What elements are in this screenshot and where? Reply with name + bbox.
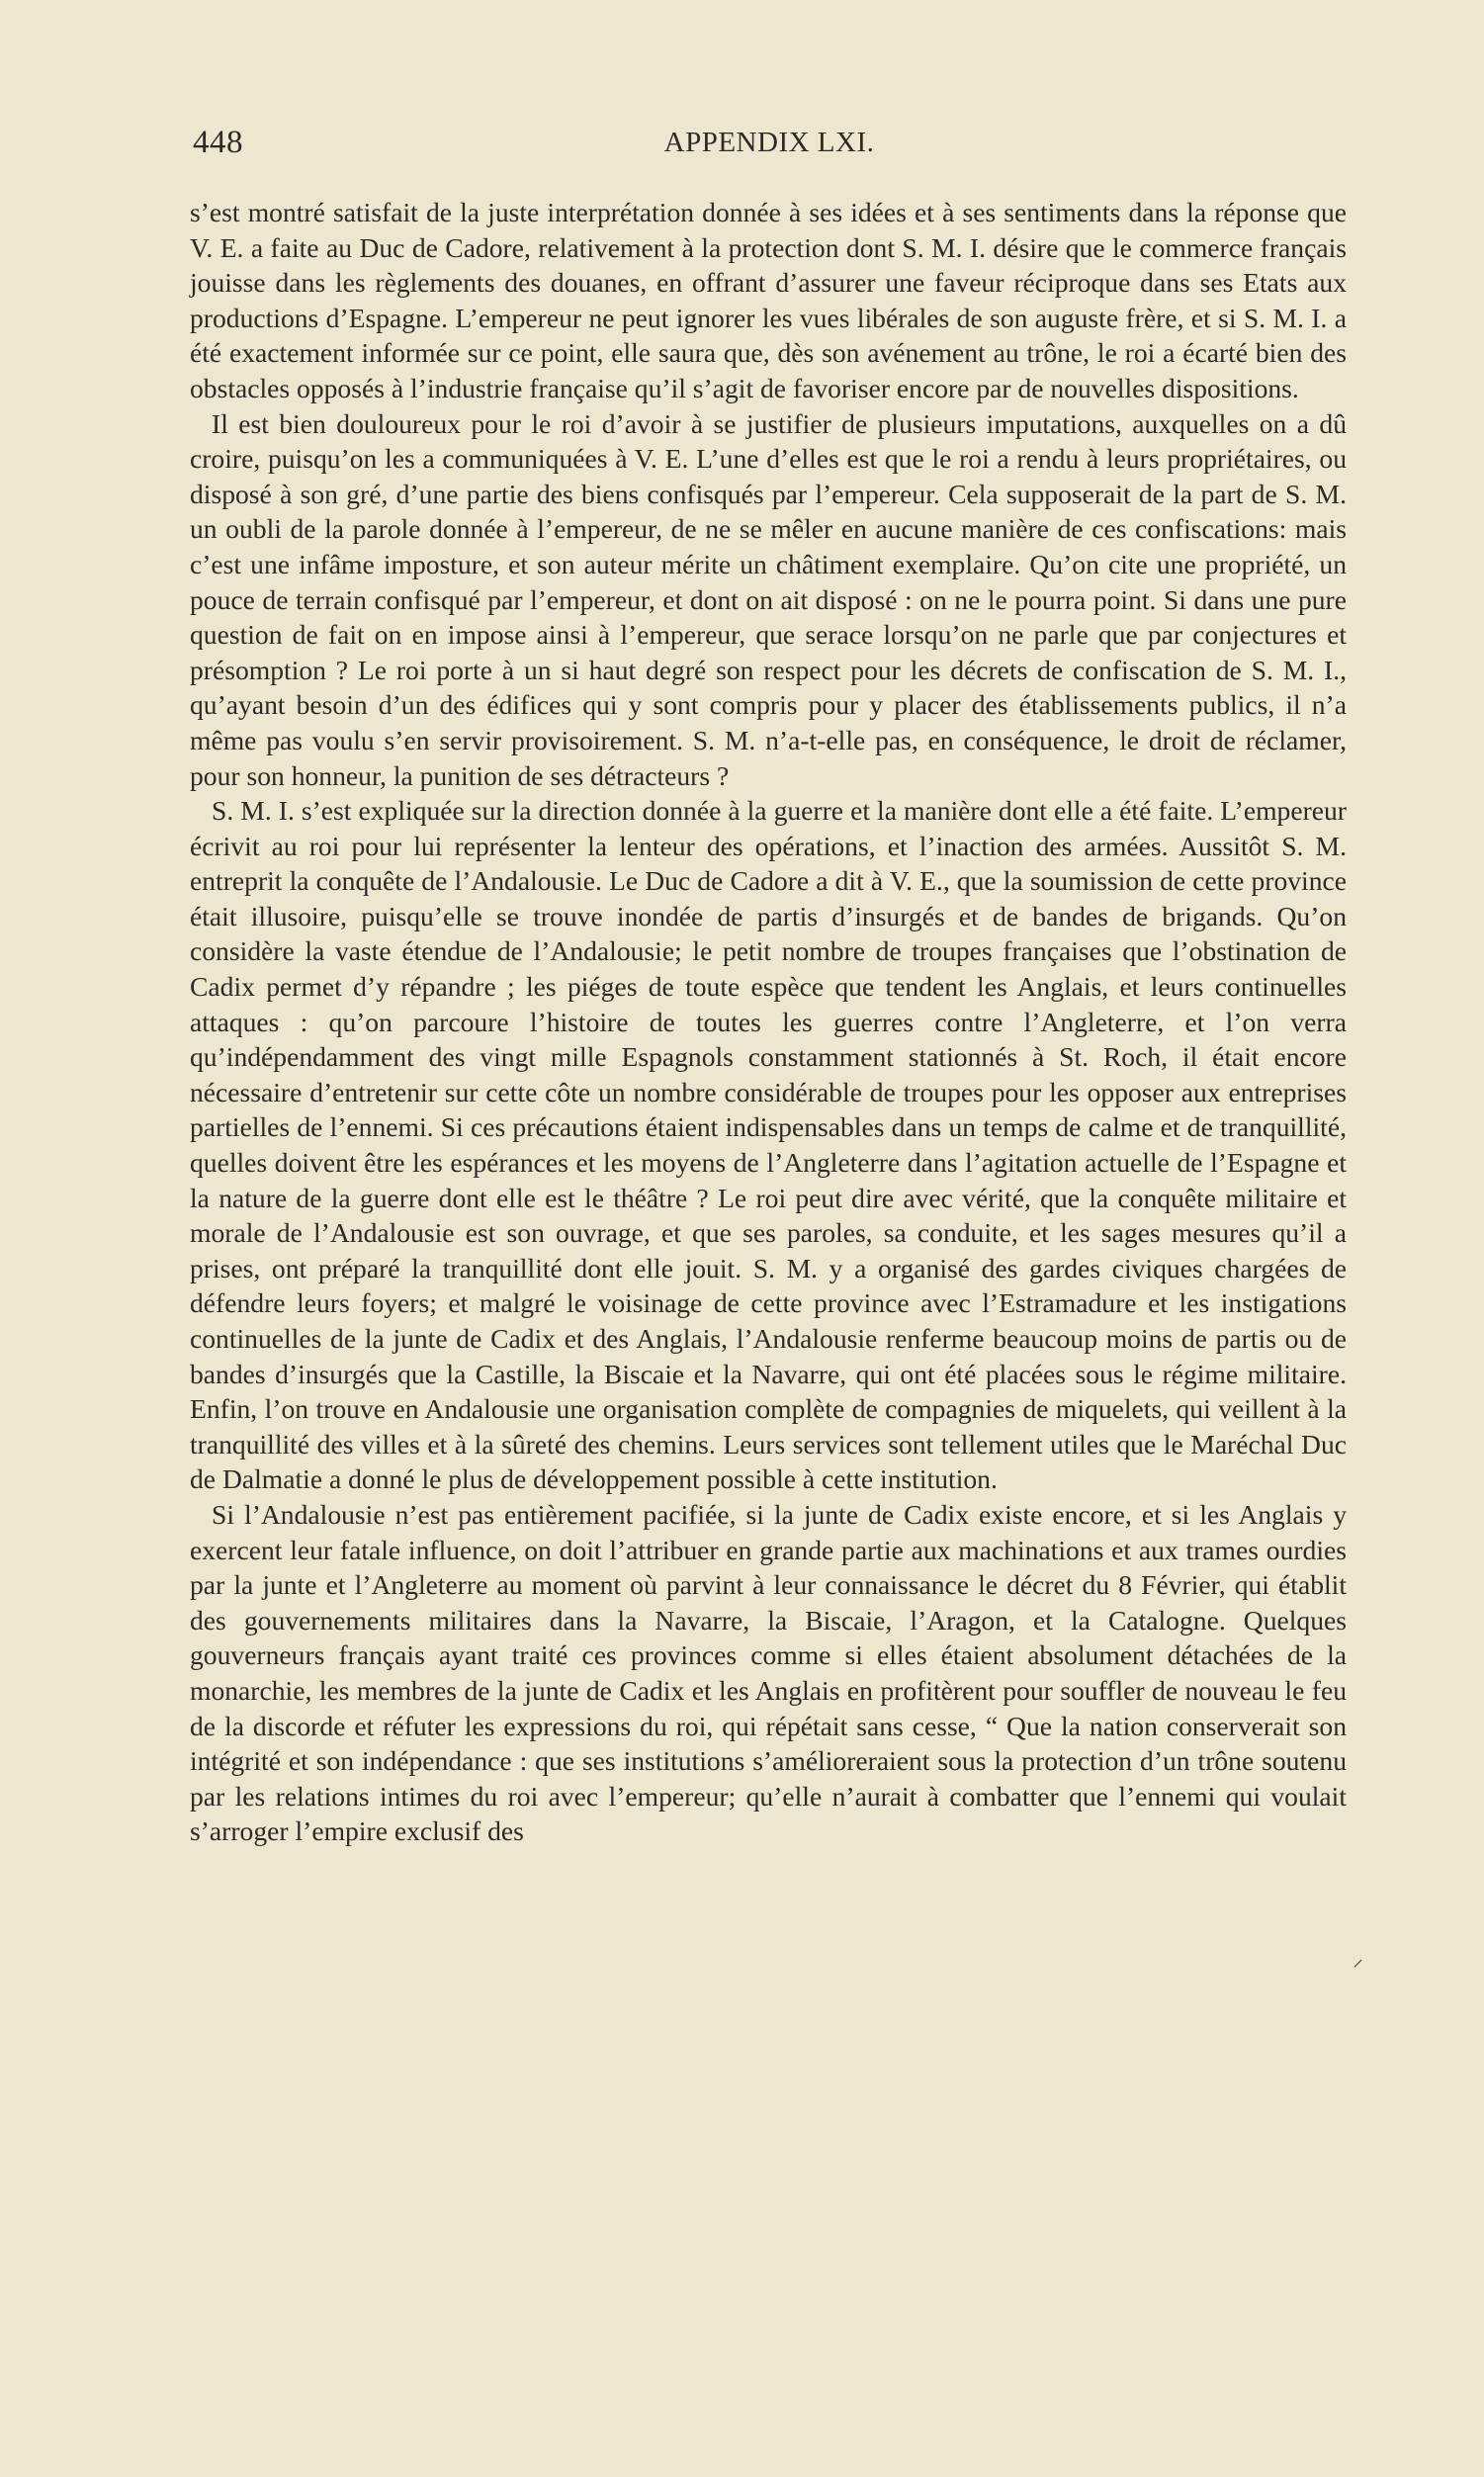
page-number: 448 bbox=[193, 125, 243, 160]
paragraph-1: s’est montré satisfait de la juste interprétation donnée à ses idées et à ses sentiments dans la réponse que V. E. a faite au Duc de Cadore, relativement à la protection dont S. M. I. désire que le commerce français jouisse dans les règlements des douanes, en offrant d’assurer une faveur réciproque dans ses Etats aux productions d’Espagne. L’empereur ne peut ignorer les vues libérales de son auguste frère, et si S. M. I. a été exactement informée sur ce point, elle saura que, dès son avénement au trône, le roi a écarté bien des obstacles opposés à l’industrie française qu’il s’agit de favoriser encore par de nouvelles dispositions. bbox=[190, 197, 1347, 403]
body-text bbox=[190, 195, 1347, 1849]
paragraph-2: Il est bien douloureux pour le roi d’avoir à se justifier de plusieurs imputations, auxquelles on a dû croire, puisqu’on les a communiquées à V. E. L’une d’elles est que le roi a rendu à leurs propriétaires, ou disposé à son gré, d’une partie des biens confisqués par l’empereur. Cela supposerait de la part de S. M. un oubli de la parole donnée à l’empereur, de ne se mêler en aucune manière de ces confiscations: mais c’est une infâme imposture, et son auteur mérite un châtiment exemplaire. Qu’on cite une propriété, un pouce de terrain confisqué par l’empereur, et dont on ait disposé : on ne le pourra point. Si dans une pure question de fait on en impose ainsi à l’empereur, que serace lorsqu’on ne parle que par conjectures et présomption ? Le roi porte à un si haut degré son respect pour les décrets de confiscation de S. M. I., qu’ayant besoin d’un des édifices qui y sont compris pour y placer des établissements publics, il n’a même pas voulu s’en servir provisoirement. S. M. n’a-t-elle pas, en conséquence, le droit de réclamer, pour son honneur, la punition de ses détracteurs ? bbox=[190, 407, 1347, 791]
page-header bbox=[193, 125, 1346, 174]
paragraph-4: Si l’Andalousie n’est pas entièrement pacifiée, si la junte de Cadix existe encore, et si les Anglais y exercent leur fatale influence, on doit l’attribuer en grande partie aux machinations et aux trames ourdies par la junte et l’Angleterre au moment où parvint à leur connaissance le décret du 8 Février, qui établit des gouvernements militaires dans la Navarre, la Biscaie, l’Aragon, et la Catalogne. Quelques gouverneurs français ayant traité ces provinces comme si elles étaient absolument détachées de la monarchie, les membres de la junte de Cadix et les Anglais en profitèrent pour souffler de nouveau le feu de la discorde et réfuter les expressions du roi, qui répétait sans cesse, “ Que la nation conserverait son intégrité et son indépendance : que ses institutions s’amélioreraient sous la protection d’un trône soutenu par les relations intimes du roi avec l’empereur; qu’elle n’aurait à combatter que l’ennemi qui voulait s’arroger l’empire exclusif des bbox=[190, 1498, 1347, 1847]
paragraph-3: S. M. I. s’est expliquée sur la direction donnée à la guerre et la manière dont elle a été faite. L’empereur écrivit au roi pour lui représenter la lenteur des opérations, et l’inaction des armées. Aussitôt S. M. entreprit la conquête de l’Andalousie. Le Duc de Cadore a dit à V. E., que la soumission de cette province était illusoire, puisqu’elle se trouve inondée de partis d’insurgés et de bandes de brigands. Qu’on considère la vaste étendue de l’Andalousie; le petit nombre de troupes françaises que l’obstination de Cadix permet d’y répandre ; les piéges de toute espèce que tendent les Anglais, et leurs continuelles attaques : qu’on parcoure l’histoire de toutes les guerres contre l’Angleterre, et l’on verra qu’indépendamment des vingt mille Espagnols constamment stationnés à St. Roch, il était encore nécessaire d’entretenir sur cette côte un nombre considérable de troupes pour les opposer aux entreprises partielles de l’ennemi. Si ces précautions étaient indispensables dans un temps de calme et de tranquillité, quelles doivent être les espérances et les moyens de l’Angleterre dans l’agitation actuelle de l’Espagne et la nature de la guerre dont elle est le théâtre ? Le roi peut dire avec vérité, que la conquête militaire et morale de l’Andalousie est son ouvrage, et que ses paroles, sa conduite, et les sages mesures qu’il a prises, ont préparé la tranquillité dont elle jouit. S. M. y a organisé des gardes civiques chargées de défendre leurs foyers; et malgré le voisinage de cette province avec l’Estramadure et les instigations continuelles de la junte de Cadix et des Anglais, l’Andalousie renferme beaucoup moins de partis ou de bandes d’insurgés que la Castille, la Biscaie et la Navarre, qui ont été placées sous le régime militaire. Enfin, l’on trouve en Andalousie une organisation complète de compagnies de miquelets, qui veillent à la tranquillité des villes et à la sûreté des chemins. Leurs services sont tellement utiles que le Maréchal Duc de Dalmatie a donné le plus de développement possible à cette institution. bbox=[190, 795, 1347, 1495]
margin-mark: ⸝ bbox=[1353, 1946, 1364, 1971]
running-title: APPENDIX LXI. bbox=[663, 127, 875, 158]
